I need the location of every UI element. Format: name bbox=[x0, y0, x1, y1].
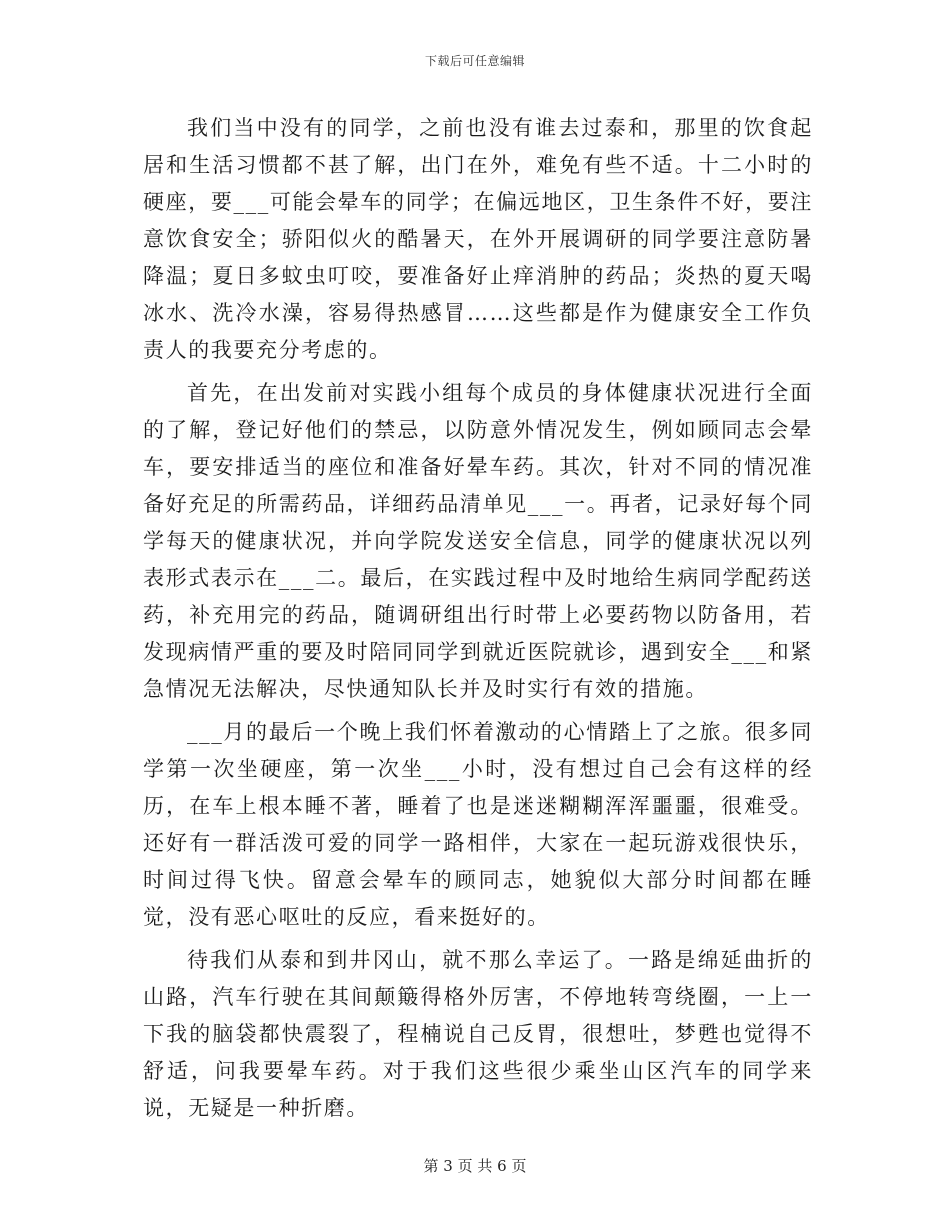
paragraph-1: 我们当中没有的同学，之前也没有谁去过泰和，那里的饮食起居和生活习惯都不甚了解，出门在外，难免有些不适。十二小时的硬座，要___可能会晕车的同学；在偏远地区，卫生条件不好，要注意饮食安全；骄阳似火的酷暑天，在外开展调研的同学要注意防暑降温；夏日多蚊虫叮咬，要准备好止痒消肿的药品；炎热的夏天喝冰水、洗冷水澡，容易得热感冒……这些都是作为健康安全工作负责人的我要充分考虑的。 bbox=[143, 116, 813, 362]
document-body bbox=[143, 110, 813, 1133]
paragraph-2: 首先，在出发前对实践小组每个成员的身体健康状况进行全面的了解，登记好他们的禁忌，以防意外情况发生，例如顾同志会晕车，要安排适当的座位和准备好晕车药。其次，针对不同的情况准备好充足的所需药品，详细药品清单见___一。再者，记录好每个同学每天的健康状况，并向学院发送安全信息，同学的健康状况以列表形式表示在___二。最后，在实践过程中及时地给生病同学配药送药，补充用完的药品，随调研组出行时带上必要药物以防备用，若发现病情严重的要及时陪同同学到就近医院就诊，遇到安全___和紧急情况无法解决，尽快通知队长并及时实行有效的措施。 bbox=[143, 381, 813, 701]
page-header: 下载后可任意编辑 bbox=[424, 54, 525, 68]
paragraph-3: ___月的最后一个晚上我们怀着激动的心情踏上了之旅。很多同学第一次坐硬座，第一次坐___小时，没有想过自己会有这样的经历，在车上根本睡不著，睡着了也是迷迷糊糊浑浑噩噩，很难受。还好有一群活泼可爱的同学一路相伴，大家在一起玩游戏很快乐，时间过得飞快。留意会晕车的顾同志，她貌似大部分时间都在睡觉，没有恶心呕吐的反应，看来挺好的。 bbox=[143, 720, 813, 929]
page-number-footer: 第 3 页 共 6 页 bbox=[423, 1157, 527, 1175]
paragraph-4: 待我们从泰和到井冈山，就不那么幸运了。一路是绵延曲折的山路，汽车行驶在其间颠簸得格外厉害，不停地转弯绕圈，一上一下我的脑袋都快震裂了，程楠说自己反胃，很想吐，梦甦也觉得不舒适，问我要晕车药。对于我们这些很少乘坐山区汽车的同学来说，无疑是一种折磨。 bbox=[143, 948, 813, 1120]
